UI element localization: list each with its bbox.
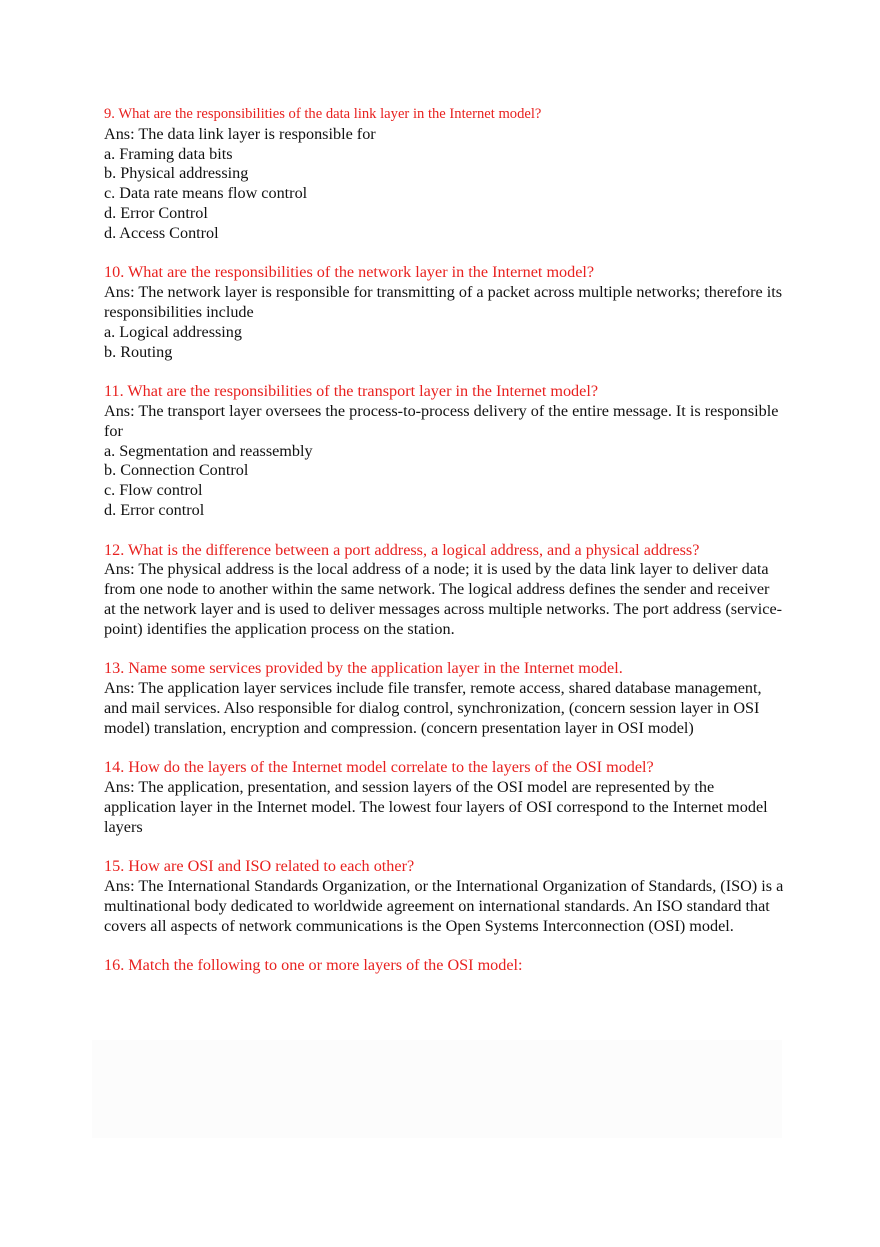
list-item: a. Framing data bits bbox=[104, 144, 233, 163]
answer-text: Ans: The data link layer is responsible for bbox=[104, 124, 376, 143]
list-item: c. Flow control bbox=[104, 481, 203, 500]
list-item: b. Physical addressing bbox=[104, 164, 249, 183]
list-item: b. Connection Control bbox=[104, 461, 249, 480]
blurred-content-region bbox=[92, 1040, 782, 1138]
list-item: a. Logical addressing bbox=[104, 322, 242, 341]
answer-text: Ans: The International Standards Organization, or the International Organization of Standards, (ISO) is a multinational body dedicated to worldwide agreement on international standards. An ISO standard that covers all aspects of network communications is the Open Systems Interconnection (OSI) model. bbox=[104, 877, 784, 935]
document-page bbox=[104, 105, 784, 996]
question-heading: 10. What are the responsibilities of the network layer in the Internet model? bbox=[104, 263, 595, 282]
answer-text: Ans: The application layer services include file transfer, remote access, shared database management, and mail services. Also responsible for dialog control, synchronization, (concern session layer in OSI model) translation, encryption and compression. (concern presentation layer in OSI model) bbox=[104, 679, 762, 737]
answer-text: Ans: The physical address is the local address of a node; it is used by the data link layer to deliver data from one node to another within the same network. The logical address defines the sender and receiver at the network layer and is used to deliver messages across multiple networks. The port address (service-point) identifies the application process on the station. bbox=[104, 560, 783, 638]
qa-item-11 bbox=[104, 382, 784, 521]
question-heading: 12. What is the difference between a port address, a logical address, and a physical address? bbox=[104, 540, 700, 559]
list-item: b. Routing bbox=[104, 342, 173, 361]
question-heading: 16. Match the following to one or more layers of the OSI model: bbox=[104, 956, 523, 975]
qa-item-9 bbox=[104, 105, 784, 244]
answer-list bbox=[104, 323, 784, 363]
question-heading: 14. How do the layers of the Internet model correlate to the layers of the OSI model? bbox=[104, 758, 654, 777]
list-item: d. Error control bbox=[104, 500, 205, 519]
qa-item-10 bbox=[104, 263, 784, 362]
answer-text: Ans: The transport layer oversees the process-to-process delivery of the entire message. It is responsible for bbox=[104, 401, 779, 440]
answer-text: Ans: The network layer is responsible for transmitting of a packet across multiple networks; therefore its responsibilities include bbox=[104, 283, 783, 321]
question-heading: 9. What are the responsibilities of the data link layer in the Internet model? bbox=[104, 106, 542, 122]
list-item: d. Error Control bbox=[104, 203, 208, 222]
qa-item-13 bbox=[104, 659, 784, 738]
qa-item-12 bbox=[104, 541, 784, 640]
qa-item-15 bbox=[104, 857, 784, 936]
question-heading: 13. Name some services provided by the application layer in the Internet model. bbox=[104, 659, 623, 678]
list-item: c. Data rate means flow control bbox=[104, 184, 308, 203]
answer-list bbox=[104, 145, 784, 244]
list-item: a. Segmentation and reassembly bbox=[104, 441, 313, 460]
qa-item-14 bbox=[104, 758, 784, 837]
answer-text: Ans: The application, presentation, and session layers of the OSI model are represented by the application layer in the Internet model. The lowest four layers of OSI correspond to the Internet model layers bbox=[104, 778, 768, 836]
question-heading: 15. How are OSI and ISO related to each other? bbox=[104, 857, 415, 876]
answer-list bbox=[104, 442, 784, 521]
question-heading: 11. What are the responsibilities of the transport layer in the Internet model? bbox=[104, 382, 599, 401]
qa-item-16 bbox=[104, 956, 784, 976]
list-item: d. Access Control bbox=[104, 223, 219, 242]
